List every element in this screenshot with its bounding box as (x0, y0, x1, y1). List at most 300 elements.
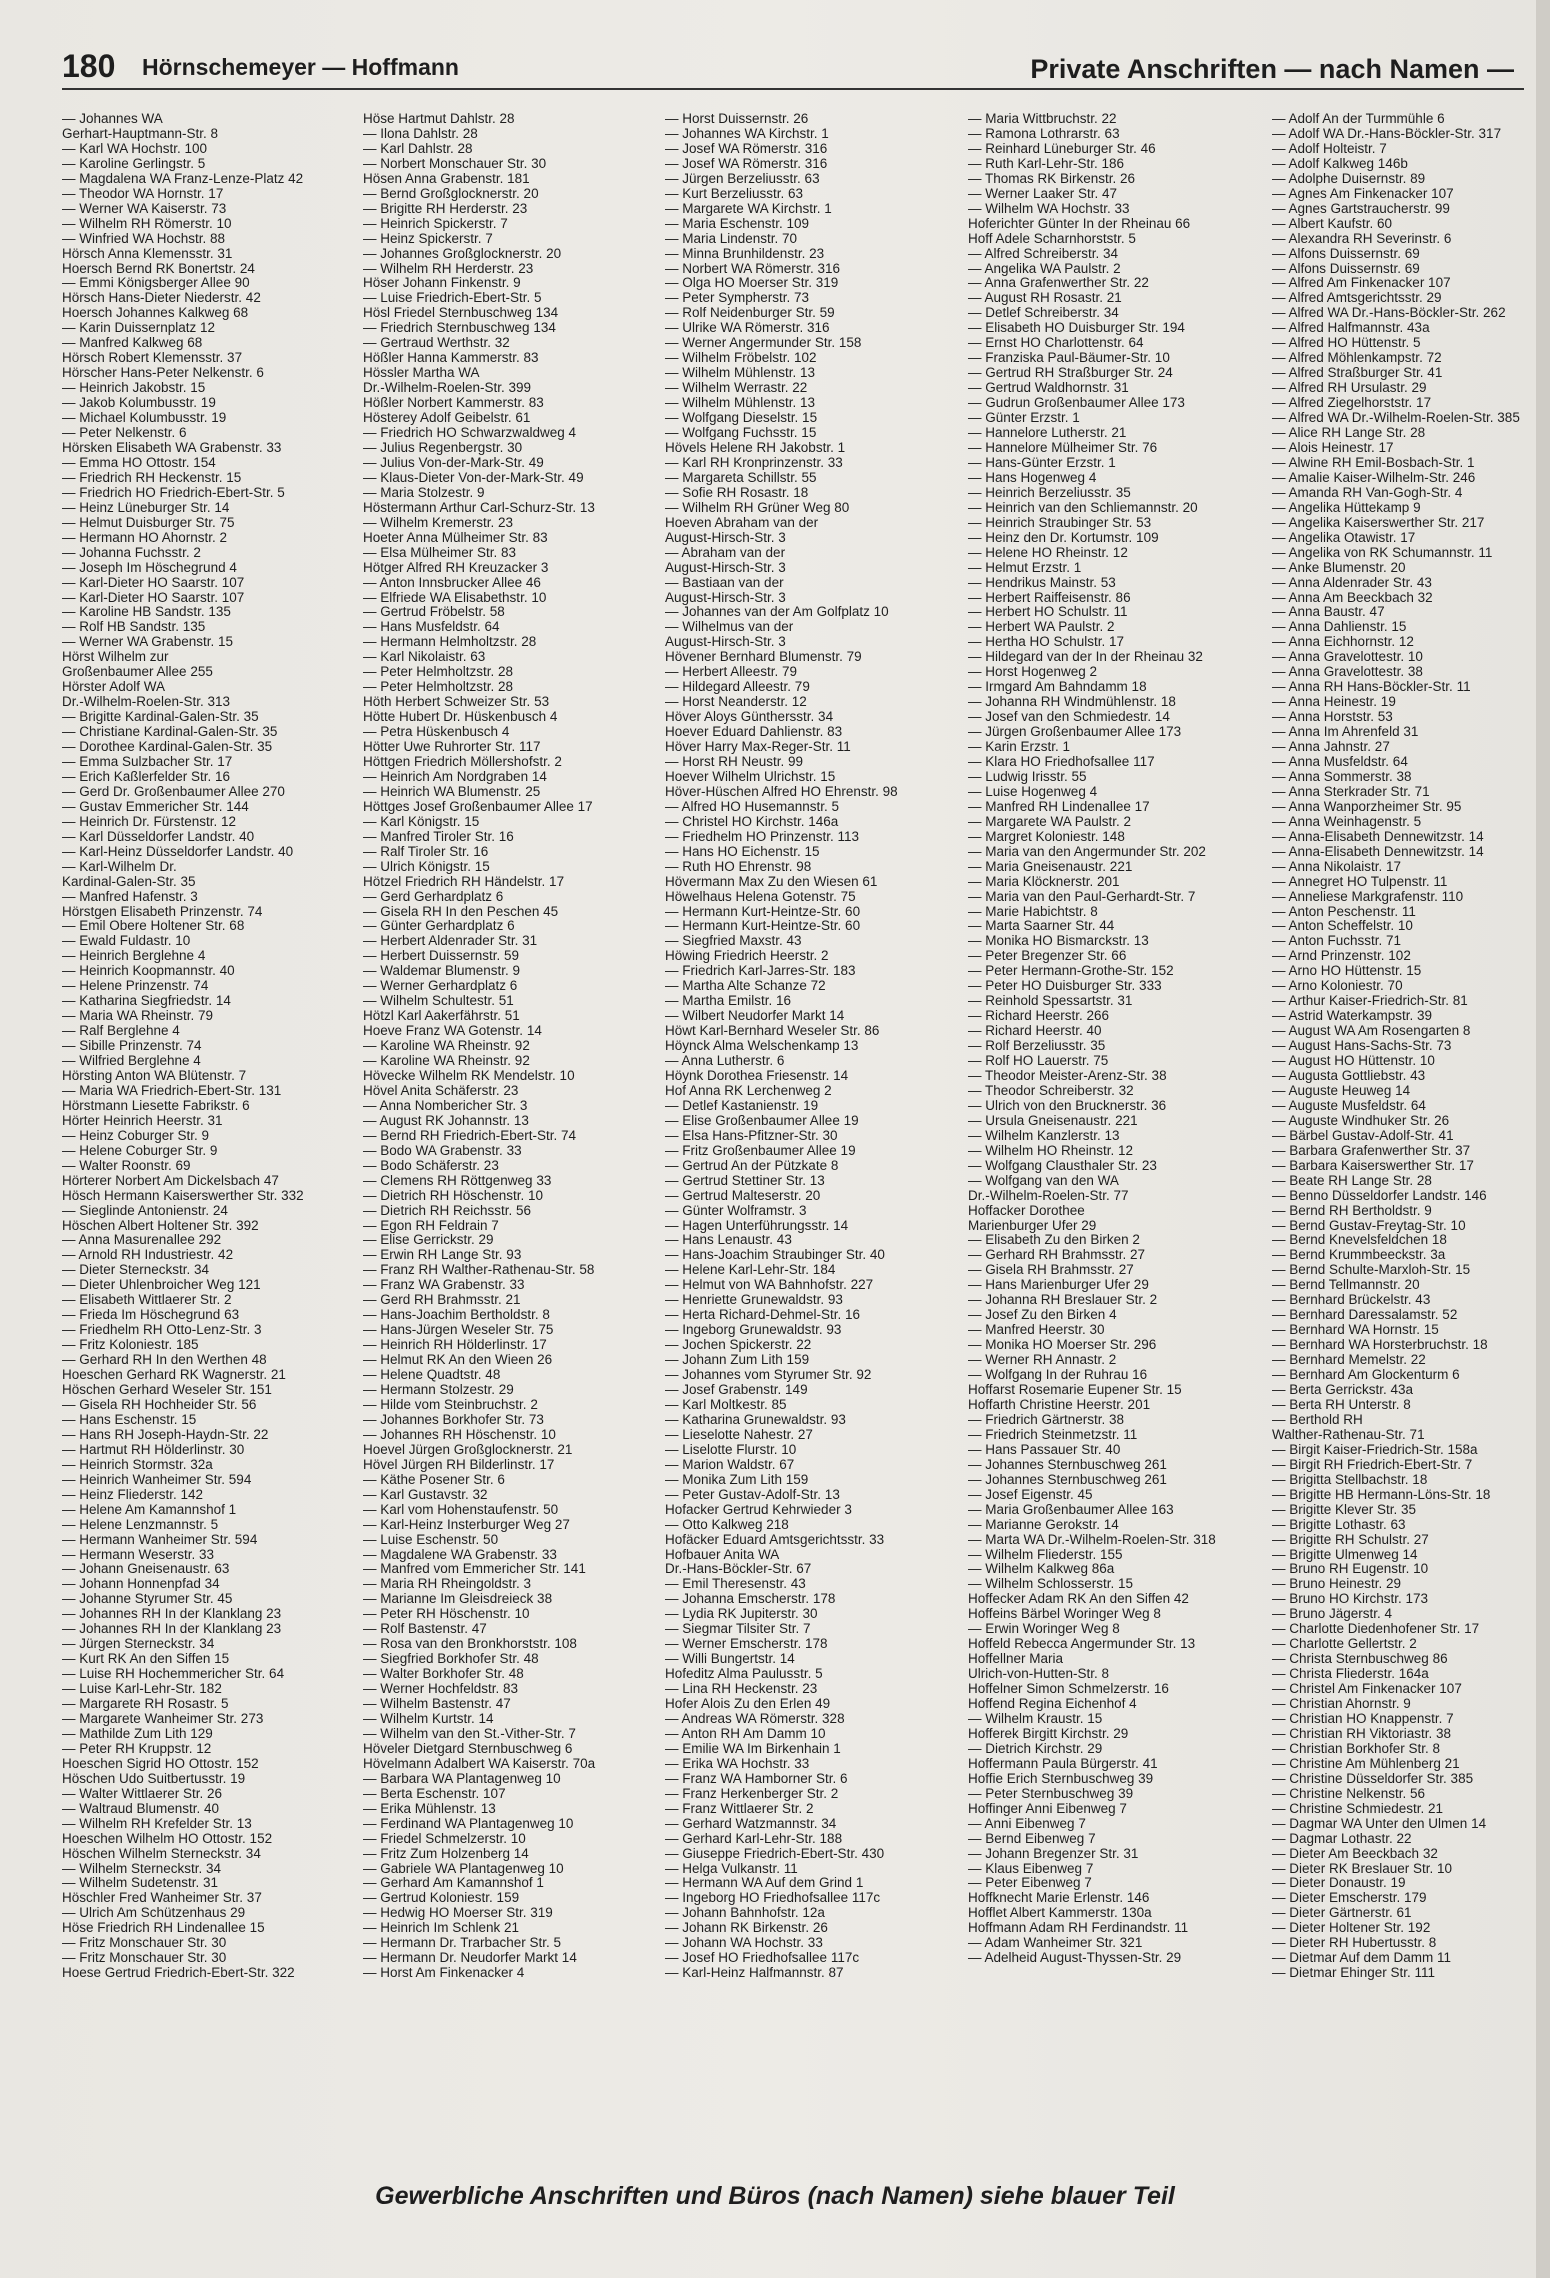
directory-entry: — Hartmut RH Hölderlinstr. 30 (62, 1441, 245, 1457)
directory-entry: — Wilhelm Werrastr. 22 (665, 380, 808, 396)
directory-entry: Höttges Josef Großenbaumer Allee 17 (363, 798, 593, 814)
directory-entry: — Ilona Dahlstr. 28 (363, 125, 478, 141)
directory-entry: — Gisela RH Brahmsstr. 27 (968, 1262, 1134, 1278)
directory-entry: — Angelika Otawistr. 17 (1272, 529, 1416, 545)
directory-entry: — Dagmar Lothastr. 22 (1272, 1830, 1412, 1846)
directory-entry: — Wilhelm Kalkweg 86a (968, 1561, 1115, 1577)
directory-entry: — Theodor WA Hornstr. 17 (62, 185, 224, 201)
directory-entry: — Johannes Sternbuschweg 261 (968, 1456, 1167, 1472)
directory-entry: — Margret Koloniestr. 148 (968, 828, 1125, 844)
directory-entry: — Manfred Heerstr. 30 (968, 1322, 1105, 1338)
directory-entry: — Christa Sternbuschweg 86 (1272, 1651, 1448, 1667)
directory-entry: — Karl-Heinz Halfmannstr. 87 (665, 1965, 844, 1981)
directory-entry: — Friedrich Sternbuschweg 134 (363, 320, 556, 336)
directory-entry: — Wilhelm RH Herderstr. 23 (363, 260, 534, 276)
directory-entry: — Karoline Gerlingstr. 5 (62, 155, 206, 171)
directory-entry: — Heinrich Berzeliusstr. 35 (968, 484, 1131, 500)
directory-entry: — Wilhelm RH Römerstr. 10 (62, 215, 232, 231)
directory-entry: — Henriette Grunewaldstr. 93 (665, 1292, 843, 1308)
directory-entry: Höschen Wilhelm Sterneckstr. 34 (62, 1845, 261, 1861)
directory-entry: — Hans-Jürgen Weseler Str. 75 (363, 1322, 554, 1338)
directory-entry: — Anna Nombericher Str. 3 (363, 1097, 528, 1113)
directory-entry: — Theodor Meister-Arenz-Str. 38 (968, 1068, 1167, 1083)
directory-entry: — Heinrich RH Hölderlinstr. 17 (363, 1337, 547, 1353)
directory-entry: — Ulrich Königstr. 15 (363, 858, 490, 874)
directory-entry: — Sofie RH Rosastr. 18 (665, 484, 809, 500)
directory-entry: — Werner RH Annastr. 2 (968, 1352, 1117, 1368)
directory-entry: Marienburger Ufer 29 (968, 1217, 1097, 1233)
directory-entry: — Helmut von WA Bahnhofstr. 227 (665, 1277, 874, 1293)
directory-entry: — Gerhard RH In den Werthen 48 (62, 1352, 267, 1368)
directory-entry: — Gerhard Karl-Lehr-Str. 188 (665, 1830, 843, 1846)
directory-entry: — Brigitte Klever Str. 35 (1272, 1501, 1417, 1517)
directory-entry: — Helene Karl-Lehr-Str. 184 (665, 1262, 836, 1278)
directory-entry: — Werner Emscherstr. 178 (665, 1636, 828, 1652)
directory-entry: — Adelheid August-Thyssen-Str. 29 (968, 1950, 1182, 1966)
directory-entry: — Christian HO Knappenstr. 7 (1272, 1710, 1454, 1726)
directory-entry: — Brigitte Lothastr. 63 (1272, 1516, 1406, 1532)
directory-entry: Hoffarst Rosemarie Eupener Str. 15 (968, 1382, 1182, 1398)
directory-entry: — Gerd Gerhardplatz 6 (363, 888, 504, 904)
directory-entry: — Anna Am Beeckbach 32 (1272, 589, 1433, 605)
directory-entry: — Herbert Alleestr. 79 (665, 664, 798, 680)
directory-entry: — Dieter RH Hubertusstr. 8 (1272, 1935, 1437, 1951)
directory-entry: — Jakob Kolumbusstr. 19 (62, 395, 216, 411)
directory-entry: — Hans-Günter Erzstr. 1 (968, 454, 1116, 470)
directory-entry: — Wolfgang Fuchsstr. 15 (665, 425, 817, 441)
directory-entry: — Klara HO Friedhofsallee 117 (968, 753, 1155, 769)
directory-entry: — Bernhard WA Hornstr. 15 (1272, 1322, 1439, 1338)
directory-entry: — Wilhelm van den St.-Vither-Str. 7 (363, 1725, 576, 1741)
directory-entry: — Heinrich WA Blumenstr. 25 (363, 783, 541, 799)
directory-entry: — Amanda RH Van-Gogh-Str. 4 (1272, 484, 1463, 500)
directory-entry: — Christine Düsseldorfer Str. 385 (1272, 1770, 1474, 1786)
directory-entry: August-Hirsch-Str. 3 (665, 589, 786, 605)
directory-entry: — Christian RH Viktoriastr. 38 (1272, 1725, 1452, 1741)
directory-entry: Dr.-Wilhelm-Roelen-Str. 313 (62, 694, 231, 710)
directory-entry: — Berta Gerrickstr. 43a (1272, 1382, 1414, 1398)
directory-entry: Hoffeins Bärbel Woringer Weg 8 (968, 1606, 1161, 1622)
directory-entry: — Anna Wanporzheimer Str. 95 (1272, 798, 1462, 814)
directory-entry: — Norbert WA Römerstr. 316 (665, 260, 841, 276)
directory-entry: — Gerd RH Brahmsstr. 21 (363, 1292, 521, 1308)
directory-entry: — Luise Hogenweg 4 (968, 783, 1098, 799)
directory-entry: Hötzel Friedrich RH Händelstr. 17 (363, 873, 565, 889)
directory-entry: — Maria Klöcknerstr. 201 (968, 873, 1120, 889)
directory-entry: — Benno Düsseldorfer Landstr. 146 (1272, 1187, 1487, 1203)
directory-entry: — Helmut Duisburger Str. 75 (62, 514, 235, 530)
directory-entry: — Karl WA Hochstr. 100 (62, 140, 208, 156)
directory-entry: — Johannes Großglocknerstr. 20 (363, 245, 562, 261)
directory-entry: — Anna Aldenrader Str. 43 (1272, 574, 1432, 590)
directory-entry: — Hermann Stolzestr. 29 (363, 1382, 514, 1398)
directory-entry: — Johannes WA Kirchstr. 1 (665, 125, 829, 141)
directory-entry: — Hagen Unterführungsstr. 14 (665, 1217, 849, 1233)
directory-entry: — Hermann Helmholtzstr. 28 (363, 634, 537, 650)
directory-entry: — Bastiaan van der (665, 574, 784, 590)
directory-entry: — Jürgen Sterneckstr. 34 (62, 1636, 215, 1652)
directory-entry: — Richard Heerstr. 40 (968, 1023, 1102, 1039)
directory-entry: — Bernhard Am Glockenturm 6 (1272, 1367, 1460, 1383)
directory-entry: — Dieter Am Beeckbach 32 (1272, 1845, 1438, 1861)
directory-entry: August-Hirsch-Str. 3 (665, 529, 786, 545)
page-edge (1536, 0, 1550, 2278)
directory-entry: — Charlotte Gellertstr. 2 (1272, 1636, 1417, 1652)
directory-entry: — Johann Bahnhofstr. 12a (665, 1905, 825, 1921)
directory-entry: — Birgit RH Friedrich-Ebert-Str. 7 (1272, 1456, 1473, 1472)
directory-entry: Hoff Adele Scharnhorststr. 5 (968, 230, 1136, 246)
directory-entry: — Wolfgang van den WA (968, 1172, 1119, 1188)
directory-entry: — Karin Erzstr. 1 (968, 739, 1071, 755)
directory-entry: — Fritz Zum Holzenberg 14 (363, 1845, 529, 1861)
directory-entry: — Monika Zum Lith 159 (665, 1471, 809, 1487)
directory-entry: — Anna Baustr. 47 (1272, 604, 1385, 620)
directory-entry: — Wilhelmus van der (665, 619, 794, 635)
directory-entry: — Heinz Coburger Str. 9 (62, 1127, 210, 1143)
directory-entry: Hoeschen Wilhelm HO Ottostr. 152 (62, 1830, 273, 1846)
directory-entry: — Walter Borkhofer Str. 48 (363, 1666, 524, 1682)
directory-entry: Hof Anna RK Lerchenweg 2 (665, 1082, 832, 1098)
directory-entry: — Werner WA Grabenstr. 15 (62, 634, 234, 650)
directory-entry: — Horst RH Neustr. 99 (665, 753, 804, 769)
directory-entry: — Arnd Prinzenstr. 102 (1272, 948, 1411, 964)
directory-entry: Hoeve Franz WA Gotenstr. 14 (363, 1023, 542, 1039)
directory-entry: — Manfred Tiroler Str. 16 (363, 828, 514, 844)
directory-entry: — Christine Am Mühlenberg 21 (1272, 1755, 1460, 1771)
directory-entry: — Karl RH Kronprinzenstr. 33 (665, 454, 843, 470)
directory-entry: — Charlotte Diedenhofener Str. 17 (1272, 1621, 1480, 1637)
directory-entry: — Helene Prinzenstr. 74 (62, 978, 209, 994)
directory-entry: Hoeter Anna Mülheimer Str. 83 (363, 529, 548, 545)
directory-entry: — Katharina Siegfriedstr. 14 (62, 993, 231, 1009)
directory-entry: Hoffacker Dorothee (968, 1202, 1085, 1218)
directory-entry: — Monika HO Moerser Str. 296 (968, 1337, 1157, 1353)
directory-entry: — Magdalene WA Grabenstr. 33 (363, 1546, 557, 1562)
directory-entry: Hoffarth Christine Heerstr. 201 (968, 1396, 1151, 1412)
directory-entry: Dr.-Wilhelm-Roelen-Str. 77 (968, 1187, 1129, 1203)
directory-entry: — Rolf HB Sandstr. 135 (62, 619, 206, 635)
directory-entry: — Karl-Wilhelm Dr. (62, 858, 177, 874)
directory-entry: — Bernd Großglocknerstr. 20 (363, 185, 539, 201)
directory-entry: — Minna Brunhildenstr. 23 (665, 245, 825, 261)
directory-entry: — Wolfgang In der Ruhrau 16 (968, 1367, 1148, 1383)
directory-entry: Höwing Friedrich Heerstr. 2 (665, 948, 829, 964)
directory-entry: — Horst Duissernstr. 26 (665, 112, 809, 126)
directory-entry: — Friedrich HO Schwarzwaldweg 4 (363, 425, 577, 441)
directory-entry: — Heinrich Im Schlenk 21 (363, 1920, 520, 1936)
directory-entry: — Karl-Heinz Düsseldorfer Landstr. 40 (62, 843, 294, 859)
directory-entry: — Bernhard Memelstr. 22 (1272, 1352, 1426, 1368)
directory-entry: — Brigitte RH Herderstr. 23 (363, 200, 528, 216)
directory-entry: — Adam Wanheimer Str. 321 (968, 1935, 1143, 1951)
directory-entry: — Helene Quadtstr. 48 (363, 1367, 501, 1383)
directory-entry: — Karl Düsseldorfer Landstr. 40 (62, 828, 255, 844)
directory-entry: — Emil Obere Holtener Str. 68 (62, 918, 245, 934)
directory-entry: — Brigitte Ulmenweg 14 (1272, 1546, 1418, 1562)
directory-entry: — Helmut RK An den Wieen 26 (363, 1352, 553, 1368)
directory-entry: Höwelhaus Helena Gotenstr. 75 (665, 888, 856, 904)
directory-entry: — Karoline WA Rheinstr. 92 (363, 1038, 530, 1054)
directory-entry: — Wilhelm Fliederstr. 155 (968, 1546, 1123, 1562)
directory-entry: — Olga HO Moerser Str. 319 (665, 275, 839, 291)
directory-entry: Hötger Alfred RH Kreuzacker 3 (363, 559, 549, 575)
directory-entry: — Johann RK Birkenstr. 26 (665, 1920, 828, 1936)
directory-entry: — Maria WA Friedrich-Ebert-Str. 131 (62, 1082, 282, 1098)
directory-entry: — Irmgard Am Bahndamm 18 (968, 679, 1147, 695)
directory-entry: — Johanne Styrumer Str. 45 (62, 1591, 233, 1607)
directory-entry: Hofer Alois Zu den Erlen 49 (665, 1696, 831, 1712)
directory-entry: Hoffend Regina Eichenhof 4 (968, 1696, 1137, 1712)
directory-entry: — Angelika WA Paulstr. 2 (968, 260, 1121, 276)
directory-column-5 (1272, 112, 1542, 2160)
directory-entry: — Alexandra RH Severinstr. 6 (1272, 230, 1452, 246)
directory-entry: — Alfred HO Hüttenstr. 5 (1272, 335, 1421, 351)
directory-entry: Hoffinger Anni Eibenweg 7 (968, 1800, 1127, 1816)
directory-column-1 (62, 112, 362, 2160)
directory-entry: — Hans RH Joseph-Haydn-Str. 22 (62, 1426, 269, 1442)
directory-entry: — Bruno HO Kirchstr. 173 (1272, 1591, 1429, 1607)
directory-entry: — Bernd Eibenweg 7 (968, 1830, 1096, 1846)
directory-entry: — Clemens RH Röttgenweg 33 (363, 1172, 552, 1188)
directory-entry: — Heinz Spickerstr. 7 (363, 230, 493, 246)
page-header (62, 48, 1524, 90)
directory-entry: Hövels Helene RH Jakobstr. 1 (665, 439, 846, 455)
directory-entry: — Barbara Grafenwerther Str. 37 (1272, 1142, 1471, 1158)
directory-entry: — Bernd RH Friedrich-Ebert-Str. 74 (363, 1127, 577, 1143)
directory-entry: — Heinrich Wanheimer Str. 594 (62, 1471, 252, 1487)
directory-entry: — Friedhelm RH Otto-Lenz-Str. 3 (62, 1322, 262, 1338)
directory-entry: — Maria WA Rheinstr. 79 (62, 1008, 214, 1024)
directory-entry: Hoersch Johannes Kalkweg 68 (62, 305, 249, 321)
directory-entry: — Siegfried Borkhofer Str. 48 (363, 1651, 539, 1667)
directory-entry: — Wilhelm WA Hochstr. 33 (968, 200, 1130, 216)
directory-entry: — Anna Heinestr. 19 (1272, 694, 1396, 710)
directory-entry: — Sibille Prinzenstr. 74 (62, 1038, 202, 1054)
directory-entry: — Heinz den Dr. Kortumstr. 109 (968, 529, 1159, 545)
directory-entry: — Peter RH Höschenstr. 10 (363, 1606, 530, 1622)
directory-entry: — Willi Bungertstr. 14 (665, 1651, 795, 1667)
directory-entry: — Peter HO Duisburger Str. 333 (968, 978, 1162, 994)
directory-entry: — Margarete RH Rosastr. 5 (62, 1696, 229, 1712)
directory-entry: — Günter Erzstr. 1 (968, 410, 1080, 426)
directory-entry: — Anni Eibenweg 7 (968, 1815, 1086, 1831)
directory-entry: — Karl Nikolaistr. 63 (363, 649, 486, 665)
directory-entry: — Wolfgang Clausthaler Str. 23 (968, 1157, 1157, 1173)
directory-entry: — Auguste Windhuker Str. 26 (1272, 1112, 1450, 1128)
directory-entry: — Wilbert Neudorfer Markt 14 (665, 1008, 845, 1024)
directory-entry: — Marianne Im Gleisdreieck 38 (363, 1591, 553, 1607)
directory-entry: — Alfred WA Dr.-Wilhelm-Roelen-Str. 385 (1272, 410, 1520, 426)
directory-entry: Walther-Rathenau-Str. 71 (1272, 1426, 1425, 1442)
directory-entry: — Friedel Schmelzerstr. 10 (363, 1830, 526, 1846)
directory-entry: — Klaus Eibenweg 7 (968, 1860, 1094, 1876)
directory-entry: — Anna Sommerstr. 38 (1272, 768, 1412, 784)
directory-entry: — Barbara Kaiserswerther Str. 17 (1272, 1157, 1474, 1173)
directory-entry: — Brigitte HB Hermann-Löns-Str. 18 (1272, 1486, 1491, 1502)
directory-entry: — Hermann Wanheimer Str. 594 (62, 1531, 258, 1547)
directory-entry: — Elise Großenbaumer Allee 19 (665, 1112, 859, 1128)
directory-entry: — Ludwig Irisstr. 55 (968, 768, 1087, 784)
directory-entry: Hoffeld Rebecca Angermunder Str. 13 (968, 1636, 1196, 1652)
directory-entry: — Thomas RK Birkenstr. 26 (968, 170, 1136, 186)
directory-entry: — Giuseppe Friedrich-Ebert-Str. 430 (665, 1845, 885, 1861)
directory-entry: — Annegret HO Tulpenstr. 11 (1272, 873, 1448, 889)
directory-entry: — Christa Fliederstr. 164a (1272, 1666, 1429, 1682)
directory-entry: — Erika WA Hochstr. 33 (665, 1755, 810, 1771)
directory-entry: — Siegmar Tilsiter Str. 7 (665, 1621, 811, 1637)
directory-entry: — Alfred Am Finkenacker 107 (1272, 275, 1451, 291)
directory-entry: — Anna Horststr. 53 (1272, 709, 1393, 725)
directory-entry: — Hans Passauer Str. 40 (968, 1441, 1121, 1457)
directory-entry: — Anna Lutherstr. 6 (665, 1053, 785, 1069)
directory-entry: — Hans Eschenstr. 15 (62, 1411, 197, 1427)
directory-entry: — Wilhelm RH Krefelder Str. 13 (62, 1815, 252, 1831)
directory-entry: — Karl-Heinz Insterburger Weg 27 (363, 1516, 570, 1532)
directory-entry: Hövener Bernhard Blumenstr. 79 (665, 649, 862, 665)
directory-entry: Hoffelner Simon Schmelzerstr. 16 (968, 1681, 1169, 1697)
directory-entry: — Friedrich Gärtnerstr. 38 (968, 1411, 1125, 1427)
directory-entry: August-Hirsch-Str. 3 (665, 634, 786, 650)
directory-entry: — Franz RH Walther-Rathenau-Str. 58 (363, 1262, 595, 1278)
directory-entry: — Peter Bregenzer Str. 66 (968, 948, 1127, 964)
directory-entry: — Josef Zu den Birken 4 (968, 1307, 1117, 1323)
directory-entry: — Hermann Dr. Neudorfer Markt 14 (363, 1950, 577, 1966)
directory-entry: — Emma HO Ottostr. 154 (62, 454, 216, 470)
directory-entry: — Hertha HO Schulstr. 17 (968, 634, 1125, 650)
directory-entry: — Anna Gravelottestr. 10 (1272, 649, 1423, 665)
directory-entry: Höwt Karl-Bernhard Weseler Str. 86 (665, 1023, 880, 1039)
directory-entry: Höynk Dorothea Friesenstr. 14 (665, 1068, 849, 1083)
directory-entry: — Wilhelm Mühlenstr. 13 (665, 395, 816, 411)
directory-entry: — Mathilde Zum Lith 129 (62, 1725, 213, 1741)
directory-entry: — Johanna RH Breslauer Str. 2 (968, 1292, 1158, 1308)
directory-entry: — Lydia RK Jupiterstr. 30 (665, 1606, 818, 1622)
directory-entry: — Josef Grabenstr. 149 (665, 1382, 808, 1398)
directory-entry: — Karoline HB Sandstr. 135 (62, 604, 231, 620)
directory-entry: — Wolfgang Dieselstr. 15 (665, 410, 818, 426)
directory-entry: — Wilhelm Schlosserstr. 15 (968, 1576, 1134, 1592)
directory-entry: — Dietmar Auf dem Damm 11 (1272, 1950, 1452, 1966)
directory-entry: Hoffellner Maria (968, 1651, 1064, 1667)
directory-entry: — August WA Am Rosengarten 8 (1272, 1023, 1471, 1039)
directory-entry: — Anna Jahnstr. 27 (1272, 739, 1390, 755)
directory-entry: Hörsch Robert Klemensstr. 37 (62, 350, 243, 366)
directory-entry: — Arthur Kaiser-Friedrich-Str. 81 (1272, 993, 1468, 1009)
directory-entry: — Hildegard van der In der Rheinau 32 (968, 649, 1203, 665)
directory-entry: — Angelika von RK Schumannstr. 11 (1272, 544, 1493, 560)
directory-entry: — Gerhard Am Kamannshof 1 (363, 1875, 544, 1891)
directory-entry: — Margarete WA Paulstr. 2 (968, 813, 1132, 829)
directory-entry: — Heinrich Koopmannstr. 40 (62, 963, 235, 979)
directory-entry: Höver Harry Max-Reger-Str. 11 (665, 739, 851, 755)
directory-entry: — Hans Lenaustr. 43 (665, 1232, 792, 1248)
directory-entry: — Luise Eschenstr. 50 (363, 1531, 499, 1547)
directory-entry: — Auguste Musfeldstr. 64 (1272, 1097, 1426, 1113)
directory-entry: — Helga Vulkanstr. 11 (665, 1860, 798, 1876)
directory-entry: — Maria Großenbaumer Allee 163 (968, 1501, 1174, 1517)
directory-entry: — Karl Königstr. 15 (363, 813, 480, 829)
directory-entry: — Fritz Großenbaumer Allee 19 (665, 1142, 856, 1158)
directory-entry: — Fritz Monschauer Str. 30 (62, 1950, 227, 1966)
directory-entry: — Katharina Grunewaldstr. 93 (665, 1411, 846, 1427)
directory-entry: — Christiane Kardinal-Galen-Str. 35 (62, 724, 278, 740)
directory-entry: — Johannes Borkhofer Str. 73 (363, 1411, 544, 1427)
directory-entry: — Marianne Gerokstr. 14 (968, 1516, 1119, 1532)
directory-entry: — Erika Mühlenstr. 13 (363, 1800, 496, 1816)
directory-entry: — Karl-Dieter HO Saarstr. 107 (62, 574, 245, 590)
directory-entry: — Gabriele WA Plantagenweg 10 (363, 1860, 564, 1876)
directory-entry: — Kurt Berzeliusstr. 63 (665, 185, 804, 201)
directory-entry: — Karin Duissernplatz 12 (62, 320, 216, 336)
directory-entry: — Rolf HO Lauerstr. 75 (968, 1053, 1109, 1069)
directory-entry: — Wilhelm HO Rheinstr. 12 (968, 1142, 1134, 1158)
directory-entry: — Heinz Fliederstr. 142 (62, 1486, 204, 1502)
directory-entry: — Rolf Berzeliusstr. 35 (968, 1038, 1106, 1054)
directory-entry: — Ralf Berglehne 4 (62, 1023, 180, 1039)
directory-entry: — Hans-Joachim Straubinger Str. 40 (665, 1247, 885, 1263)
directory-entry: — Anna Gravelottestr. 38 (1272, 664, 1423, 680)
directory-entry: — Karl-Dieter HO Saarstr. 107 (62, 589, 245, 605)
directory-entry: — Ferdinand WA Plantagenweg 10 (363, 1815, 574, 1831)
directory-entry: — Adolf WA Dr.-Hans-Böckler-Str. 317 (1272, 125, 1502, 141)
directory-entry: — Anna Dahlienstr. 15 (1272, 619, 1407, 635)
directory-entry: Hörter Heinrich Heerstr. 31 (62, 1112, 223, 1128)
directory-entry: — August HO Hüttenstr. 10 (1272, 1053, 1435, 1069)
directory-entry: Höttgen Friedrich Möllershofstr. 2 (363, 753, 562, 769)
directory-entry: — Bodo WA Grabenstr. 33 (363, 1142, 522, 1158)
directory-entry: — Alfred Möhlenkampstr. 72 (1272, 350, 1442, 366)
directory-entry: — Berthold RH (1272, 1411, 1363, 1427)
directory-entry: — Christine Nelkenstr. 56 (1272, 1785, 1426, 1801)
directory-entry: — Manfred vom Emmericher Str. 141 (363, 1561, 586, 1577)
directory-entry: — Karl vom Hohenstaufenstr. 50 (363, 1501, 559, 1517)
directory-entry: — Wilhelm Kremerstr. 23 (363, 514, 514, 530)
directory-entry: — Helmut Erzstr. 1 (968, 559, 1082, 575)
directory-entry: — Ulrich von den Brucknerstr. 36 (968, 1097, 1167, 1113)
directory-entry: — Karl Gustavstr. 32 (363, 1486, 488, 1502)
directory-entry: — Josef WA Römerstr. 316 (665, 140, 828, 156)
directory-entry: — Helene HO Rheinstr. 12 (968, 544, 1128, 560)
directory-entry: — Bruno Heinestr. 29 (1272, 1576, 1402, 1592)
directory-entry: Gerhart-Hauptmann-Str. 8 (62, 125, 219, 141)
directory-entry: Hörst Wilhelm zur (62, 649, 169, 665)
directory-entry: — Elise Gerrickstr. 29 (363, 1232, 494, 1248)
directory-entry: — Arno Koloniestr. 70 (1272, 978, 1403, 994)
directory-entry: — Martha Emilstr. 16 (665, 993, 792, 1009)
directory-entry: — Herbert Aldenrader Str. 31 (363, 933, 538, 949)
directory-entry: — Detlef Schreiberstr. 34 (968, 305, 1119, 321)
directory-entry: — Maria Wittbruchstr. 22 (968, 112, 1117, 126)
directory-entry: — Marie Habichtstr. 8 (968, 903, 1098, 919)
directory-column-4 (968, 112, 1268, 2160)
directory-entry: — Anna Grafenwerther Str. 22 (968, 275, 1149, 291)
directory-entry: Höschen Udo Suitbertusstr. 19 (62, 1770, 246, 1786)
directory-entry: — Ursula Gneisenaustr. 221 (968, 1112, 1138, 1128)
directory-entry: — Ruth HO Ehrenstr. 98 (665, 858, 812, 874)
directory-entry: — Peter Sympherstr. 73 (665, 290, 810, 306)
directory-entry: — Ulrike WA Römerstr. 316 (665, 320, 830, 336)
directory-entry: — Rolf Neidenburger Str. 59 (665, 305, 835, 321)
directory-entry: — Wilhelm Mühlenstr. 13 (665, 365, 816, 381)
directory-entry: — Wilhelm Bastenstr. 47 (363, 1696, 511, 1712)
directory-entry: — Heinz Lüneburger Str. 14 (62, 499, 230, 515)
directory-entry: — Johann Zum Lith 159 (665, 1352, 810, 1368)
directory-entry: Hofflet Albert Kammerstr. 130a (968, 1905, 1152, 1921)
directory-entry: Hofferek Birgitt Kirchstr. 29 (968, 1725, 1129, 1741)
directory-entry: Hörster Adolf WA (62, 679, 166, 695)
directory-entry: — Ramona Lothrarstr. 63 (968, 125, 1120, 141)
directory-entry: — Dieter RK Breslauer Str. 10 (1272, 1860, 1453, 1876)
